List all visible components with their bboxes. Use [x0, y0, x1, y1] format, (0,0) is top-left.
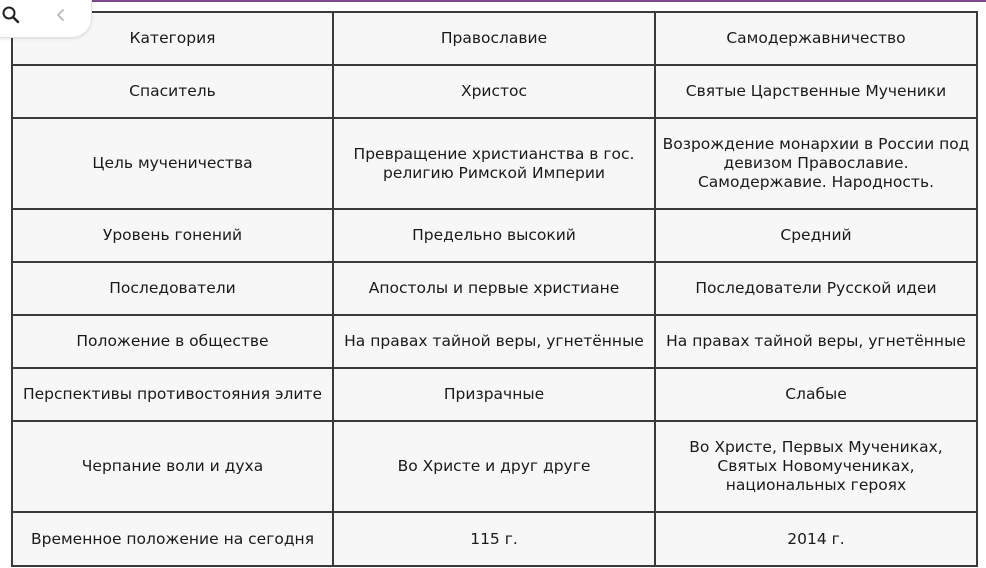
- table-row: [12, 421, 977, 512]
- floating-toolbar: [0, 0, 92, 38]
- category-cell: Уровень гонений: [12, 209, 333, 262]
- table-cell: Во Христе, Первых Мучениках, Святых Новомучениках, национальных героях: [655, 421, 977, 512]
- table-cell: Апостолы и первые христиане: [333, 262, 655, 315]
- header-cell: Категория: [12, 12, 333, 65]
- table-row: [12, 315, 977, 368]
- category-cell: Положение в обществе: [12, 315, 333, 368]
- search-icon[interactable]: [1, 5, 21, 25]
- table-cell: Возрождение монархии в России под девизом Православие. Самодержавие. Народность.: [655, 118, 977, 209]
- table-cell: Христос: [333, 65, 655, 118]
- table-row: [12, 65, 977, 118]
- table-row: [12, 118, 977, 209]
- table-cell: На правах тайной веры, угнетённые: [655, 315, 977, 368]
- table-row: [12, 512, 977, 566]
- header-cell: Православие: [333, 12, 655, 65]
- category-cell: Черпание воли и духа: [12, 421, 333, 512]
- table-row: [12, 262, 977, 315]
- table-cell: Слабые: [655, 368, 977, 421]
- comparison-table-wrapper: [11, 11, 976, 566]
- header-cell: Самодержавничество: [655, 12, 977, 65]
- table-cell: Во Христе и друг друге: [333, 421, 655, 512]
- category-cell: Последователи: [12, 262, 333, 315]
- table-cell: 2014 г.: [655, 512, 977, 566]
- table-cell: Последователи Русской идеи: [655, 262, 977, 315]
- table-row: [12, 368, 977, 421]
- table-cell: Святые Царственные Мученики: [655, 65, 977, 118]
- table-cell: Средний: [655, 209, 977, 262]
- table-row-header: [12, 12, 977, 65]
- table-cell: 115 г.: [333, 512, 655, 566]
- category-cell: Временное положение на сегодня: [12, 512, 333, 566]
- table-cell: Предельно высокий: [333, 209, 655, 262]
- category-cell: Цель мученичества: [12, 118, 333, 209]
- table-row: [12, 209, 977, 262]
- table-cell: На правах тайной веры, угнетённые: [333, 315, 655, 368]
- table-cell: Превращение христианства в гос. религию Римской Империи: [333, 118, 655, 209]
- category-cell: Перспективы противостояния элите: [12, 368, 333, 421]
- category-cell: Спаситель: [12, 65, 333, 118]
- chevron-left-icon[interactable]: [53, 5, 69, 25]
- comparison-table: [11, 11, 978, 567]
- table-cell: Призрачные: [333, 368, 655, 421]
- top-accent-line: [0, 0, 986, 2]
